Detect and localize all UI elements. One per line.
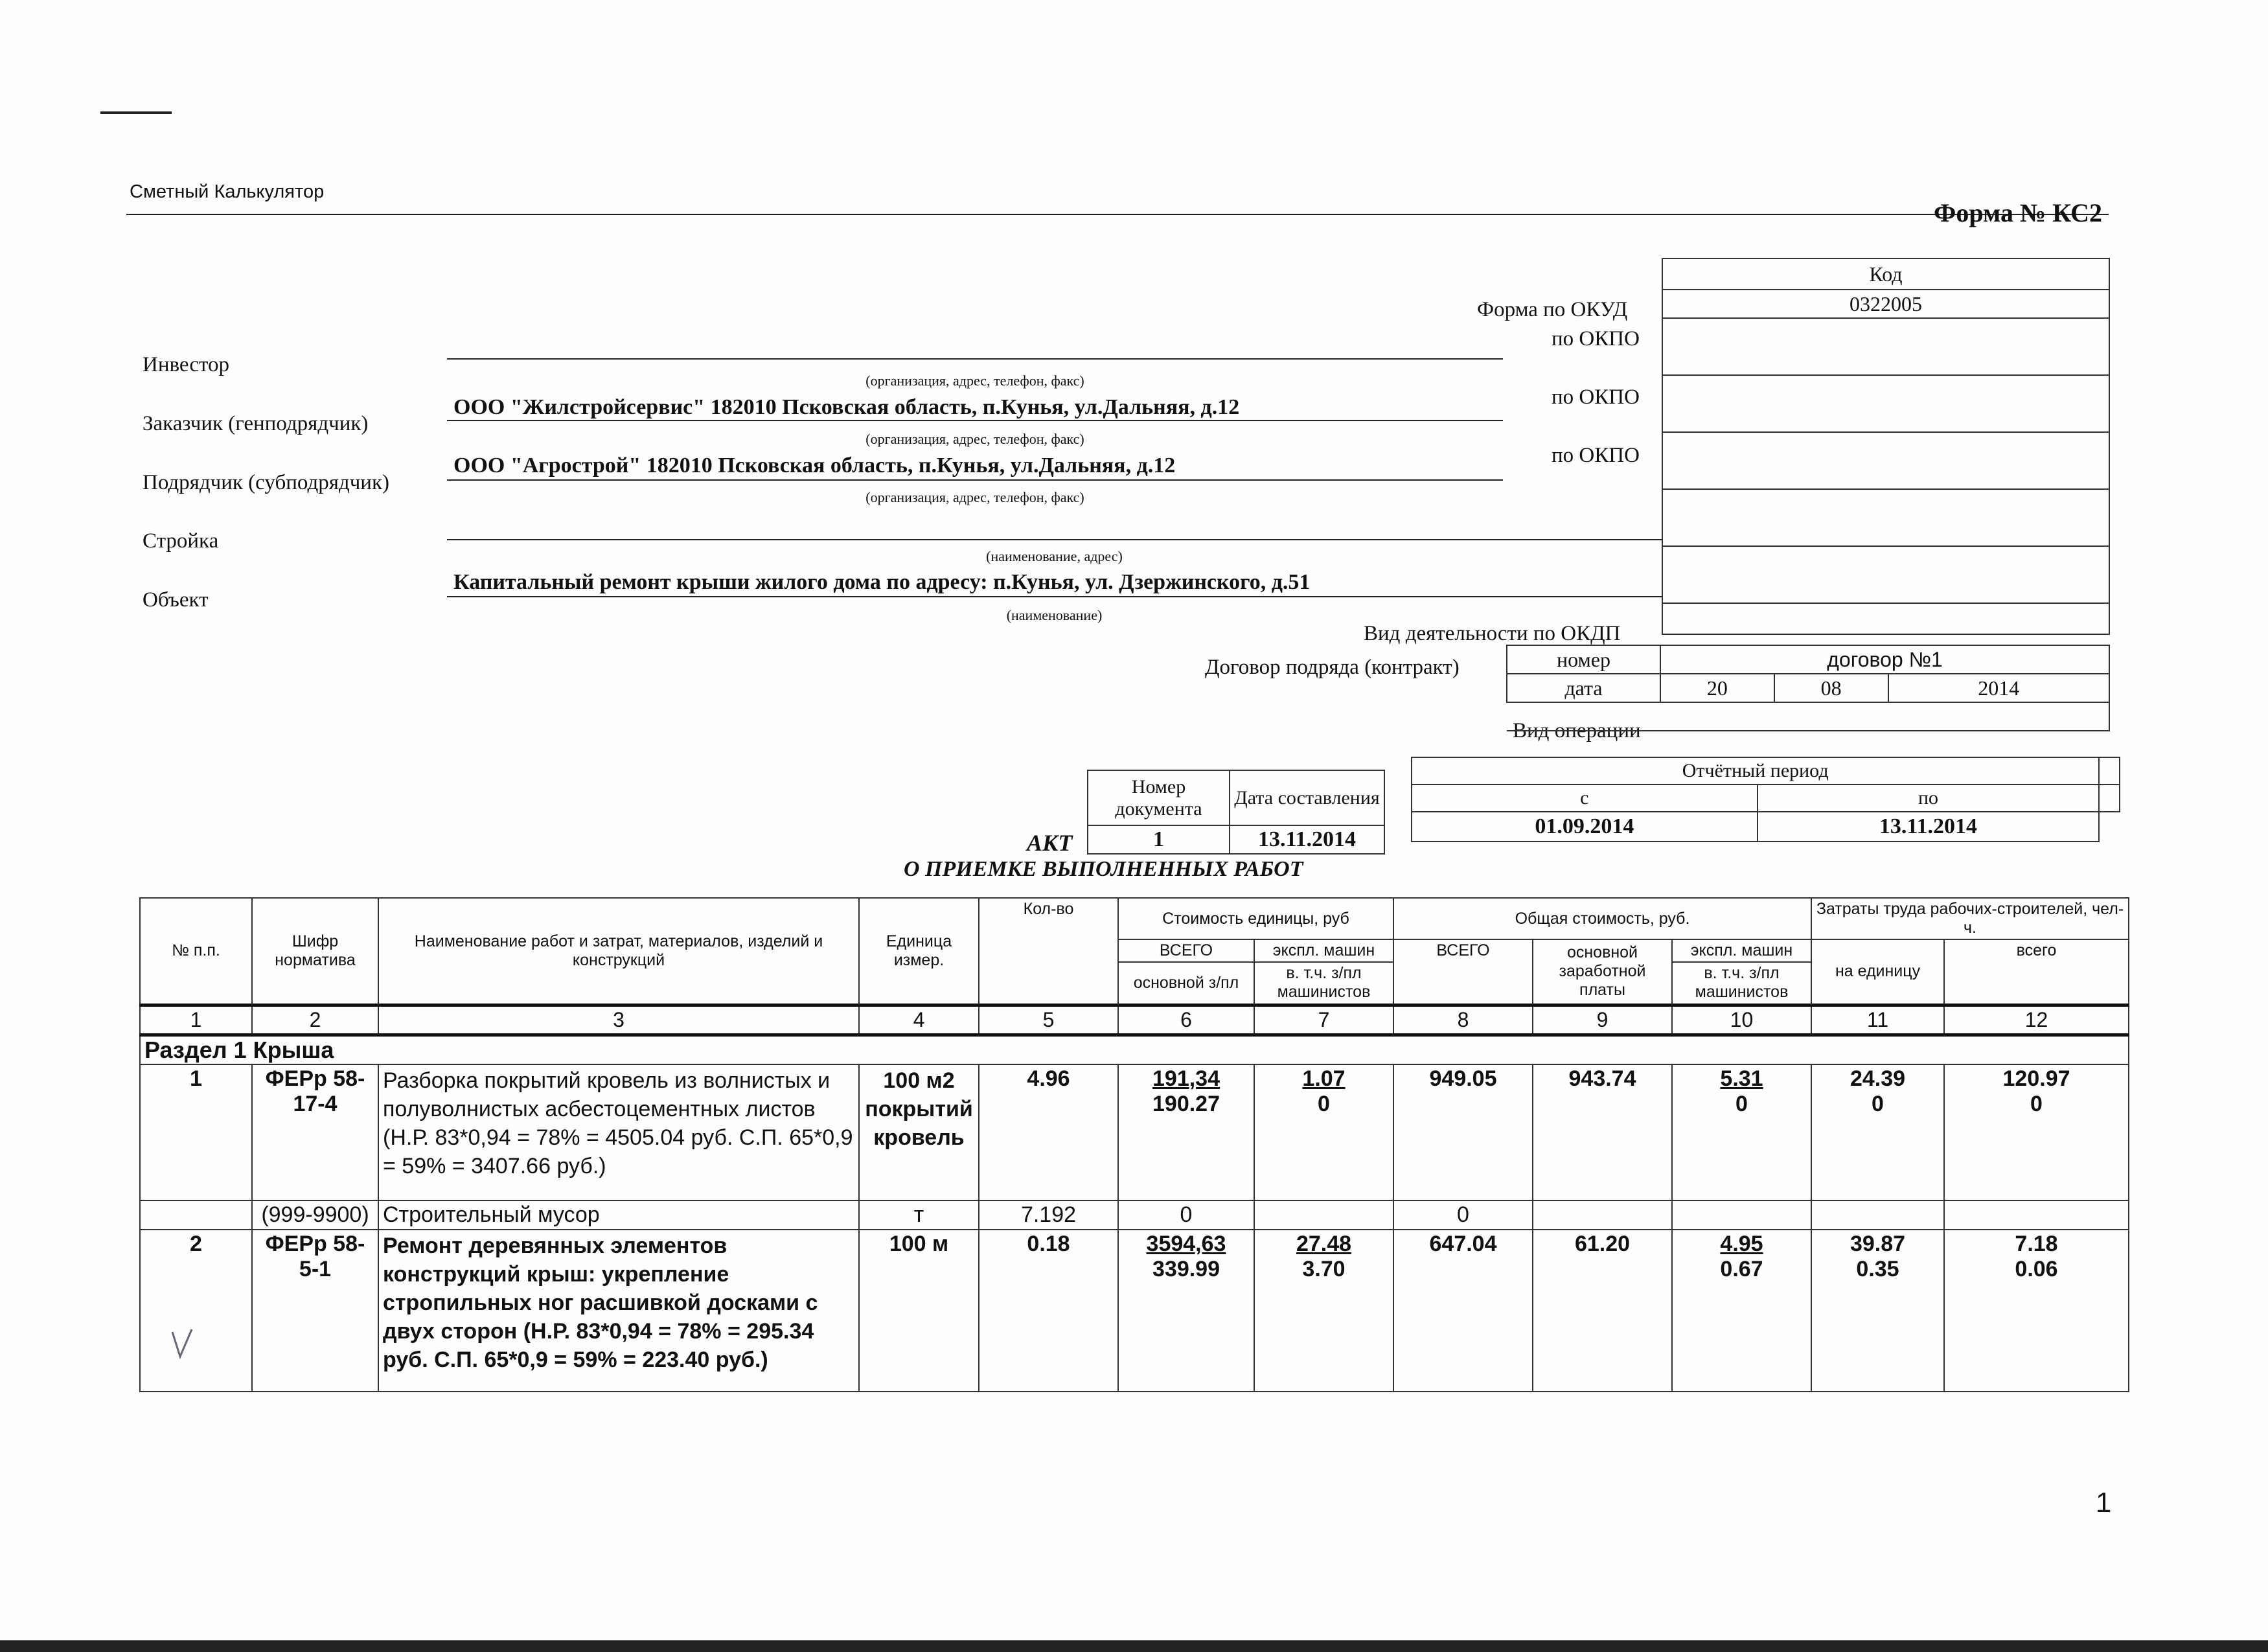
operation-label: Вид операции [1513, 719, 1641, 742]
h-machine: экспл. машин [1254, 939, 1393, 962]
site-label: Стройка [143, 529, 219, 553]
period-to-label: по [1758, 785, 2100, 812]
row3-c8: 647.04 [1393, 1230, 1533, 1392]
row2-c8: 0 [1393, 1200, 1533, 1230]
row3-c6b: 339.99 [1152, 1256, 1220, 1281]
h-machine2: экспл. машин [1672, 939, 1811, 962]
h-total-cost: Общая стоимость, руб. [1393, 898, 1811, 939]
row2-qty: 7.192 [979, 1200, 1118, 1230]
h-qty: Кол-во [979, 898, 1118, 1005]
scan-edge [0, 1640, 2268, 1652]
h-name: Наименование работ и затрат, материалов, изделий и конструкций [378, 898, 859, 1005]
site-line [447, 539, 1662, 540]
okpo-label-2: по ОКПО [1552, 385, 1640, 409]
row1-c8: 949.05 [1393, 1064, 1533, 1200]
table-row [140, 1200, 2129, 1230]
program-name: Сметный Калькулятор [130, 181, 325, 202]
section-title: Раздел 1 Крыша [140, 1035, 2129, 1064]
row3-no: 2 [140, 1230, 252, 1392]
row3-c11b: 0.35 [1856, 1256, 1899, 1281]
site-code [1662, 489, 2109, 546]
col-num-3: 3 [378, 1005, 859, 1035]
customer-label: Заказчик (генподрядчик) [143, 412, 369, 435]
period-from: 01.09.2014 [1412, 812, 1758, 842]
contract-date-year: 2014 [1888, 674, 2109, 702]
customer-line [447, 420, 1503, 421]
scan-mark [100, 111, 172, 114]
table-row [140, 1230, 2129, 1392]
okpo-label-3: по ОКПО [1552, 444, 1640, 467]
period-blank-1 [2099, 757, 2120, 785]
okud-value: 0322005 [1662, 290, 2109, 318]
form-title: Форма № КС2 [1934, 198, 2103, 227]
works-table [139, 897, 2129, 1392]
row3-c9: 61.20 [1533, 1230, 1672, 1392]
okpo-contractor [1662, 432, 2109, 489]
contract-number: договор №1 [1660, 645, 2109, 674]
row1-qty: 4.96 [979, 1064, 1118, 1200]
col-num-6: 6 [1118, 1005, 1254, 1035]
object-line [447, 596, 1662, 597]
row1-c7a: 1.07 [1302, 1066, 1346, 1091]
row3-c7b: 3.70 [1302, 1256, 1346, 1281]
row2-c11 [1811, 1200, 1944, 1230]
h-total-all: ВСЕГО [1393, 939, 1533, 1005]
h-labor: Затраты труда рабочих-строителей, чел-ч. [1811, 898, 2129, 939]
h-per-unit: на единицу [1811, 939, 1944, 1005]
col-num-11: 11 [1811, 1005, 1944, 1035]
object-caption: (наименование) [1006, 607, 1103, 623]
period-blank-2 [2099, 785, 2120, 812]
okud-label: Форма по ОКУД [1477, 298, 1628, 321]
h-all: ВСЕГО [1118, 939, 1254, 962]
contract-date-month: 08 [1774, 674, 1888, 702]
row1-name: Разборка покрытий кровель из волнистых и полуволнистых асбестоцементных листов (Н.Р. 83*0,94 = 78% = 4505.04 руб. С.П. 65*0,9 = 59% = 3407.66 руб.) [378, 1064, 859, 1200]
page-number: 1 [2096, 1487, 2112, 1519]
contractor-caption: (организация, адрес, телефон, факс) [865, 489, 1084, 505]
act-title: О ПРИЕМКЕ ВЫПОЛНЕННЫХ РАБОТ [904, 857, 1303, 881]
row3-c6a: 3594,63 [1146, 1231, 1226, 1256]
row2-name: Строительный мусор [378, 1200, 859, 1230]
contract-date-label: дата [1507, 674, 1660, 702]
check-mark-icon [170, 1328, 196, 1360]
doc-number-header: Номер документа [1088, 770, 1230, 825]
h-incl-machinist: в. т.ч. з/пл машинистов [1254, 962, 1393, 1005]
row1-unit: 100 м2 покрытий кровель [859, 1064, 979, 1200]
h-unit-cost: Стоимость единицы, руб [1118, 898, 1393, 939]
period-header: Отчётный период [1412, 757, 2099, 785]
row2-c7 [1254, 1200, 1393, 1230]
contract-date-day: 20 [1660, 674, 1774, 702]
col-num-8: 8 [1393, 1005, 1533, 1035]
row1-c6b: 190.27 [1152, 1091, 1220, 1116]
col-num-5: 5 [979, 1005, 1118, 1035]
contract-label: Договор подряда (контракт) [1205, 656, 1460, 679]
row1-c10a: 5.31 [1720, 1066, 1763, 1091]
doc-date-header: Дата составления [1230, 770, 1384, 825]
investor-line [447, 358, 1503, 360]
row1-no: 1 [140, 1064, 252, 1200]
h-code: Шифр норматива [252, 898, 378, 1005]
row1-c11a: 24.39 [1850, 1066, 1906, 1091]
period-blank-3 [2099, 812, 2120, 842]
site-caption: (наименование, адрес) [986, 548, 1123, 564]
okpo-customer [1662, 375, 2109, 432]
row2-code: (999-9900) [252, 1200, 378, 1230]
contract-table [1506, 645, 2110, 731]
row3-c10b: 0.67 [1720, 1256, 1763, 1281]
row1-c6a: 191,34 [1152, 1066, 1220, 1091]
period-table [1411, 757, 2120, 842]
row2-c10 [1672, 1200, 1811, 1230]
contract-number-label: номер [1507, 645, 1660, 674]
row3-c12a: 7.18 [2015, 1231, 2058, 1256]
contractor-label: Подрядчик (субподрядчик) [143, 471, 389, 494]
codes-header: Код [1662, 258, 2109, 290]
operation-value [1507, 702, 2109, 731]
col-num-4: 4 [859, 1005, 979, 1035]
period-from-label: с [1412, 785, 1758, 812]
row1-c7b: 0 [1318, 1091, 1330, 1116]
h-base-pay: основной з/пл [1118, 962, 1254, 1005]
row1-c11b: 0 [1872, 1091, 1884, 1116]
row1-c12a: 120.97 [2002, 1066, 2070, 1091]
period-to: 13.11.2014 [1758, 812, 2100, 842]
table-row [140, 1064, 2129, 1200]
h-base-wage: основной заработной платы [1533, 939, 1672, 1005]
col-num-10: 10 [1672, 1005, 1811, 1035]
h-no: № п.п. [140, 898, 252, 1005]
object-value: Капитальный ремонт крыши жилого дома по адресу: п.Кунья, ул. Дзержинского, д.51 [453, 570, 1311, 594]
col-num-1: 1 [140, 1005, 252, 1035]
row2-c9 [1533, 1200, 1672, 1230]
investor-caption: (организация, адрес, телефон, факс) [865, 373, 1084, 389]
row2-c12 [1944, 1200, 2129, 1230]
okdp-code [1662, 603, 2109, 634]
row1-c9: 943.74 [1533, 1064, 1672, 1200]
h-unit: Единица измер. [859, 898, 979, 1005]
row3-c11a: 39.87 [1850, 1231, 1906, 1256]
okdp-label: Вид деятельности по ОКДП [1364, 622, 1621, 645]
row3-qty: 0.18 [979, 1230, 1118, 1392]
object-code [1662, 546, 2109, 603]
row2-c6: 0 [1118, 1200, 1254, 1230]
contractor-line [447, 479, 1503, 481]
row3-c7a: 27.48 [1296, 1231, 1352, 1256]
row3-c12b: 0.06 [2015, 1256, 2058, 1281]
okpo-label-1: по ОКПО [1552, 327, 1640, 350]
col-num-7: 7 [1254, 1005, 1393, 1035]
h-total: всего [1944, 939, 2129, 1005]
col-num-12: 12 [1944, 1005, 2129, 1035]
row3-unit: 100 м [859, 1230, 979, 1392]
act-label: АКТ [1027, 830, 1073, 856]
row3-code: ФЕРр 58-5-1 [252, 1230, 378, 1392]
doc-date: 13.11.2014 [1230, 825, 1384, 854]
investor-label: Инвестор [143, 353, 229, 376]
row2-no [140, 1200, 252, 1230]
row3-name: Ремонт деревянных элементов конструкций крыш: укрепление стропильных ног расшивкой досками с двух сторон (Н.Р. 83*0,94 = 78% = 295.34 руб. С.П. 65*0,9 = 59% = 223.40 руб.) [378, 1230, 859, 1392]
header-rule [126, 214, 2109, 215]
row1-code: ФЕРр 58-17-4 [252, 1064, 378, 1200]
doc-table [1087, 770, 1385, 855]
row1-c12b: 0 [2030, 1091, 2043, 1116]
customer-value: ООО "Жилстройсервис" 182010 Псковская область, п.Кунья, ул.Дальняя, д.12 [453, 395, 1240, 419]
row1-c10b: 0 [1735, 1091, 1748, 1116]
customer-caption: (организация, адрес, телефон, факс) [865, 431, 1084, 447]
okpo-investor [1662, 318, 2109, 375]
row2-unit: т [859, 1200, 979, 1230]
object-label: Объект [143, 588, 209, 612]
col-num-2: 2 [252, 1005, 378, 1035]
contractor-value: ООО "Агрострой" 182010 Псковская область, п.Кунья, ул.Дальняя, д.12 [453, 453, 1176, 477]
h-incl-machinist2: в. т.ч. з/пл машинистов [1672, 962, 1811, 1005]
col-num-9: 9 [1533, 1005, 1672, 1035]
row3-c10a: 4.95 [1720, 1231, 1763, 1256]
codes-table [1662, 258, 2110, 635]
doc-number: 1 [1088, 825, 1230, 854]
